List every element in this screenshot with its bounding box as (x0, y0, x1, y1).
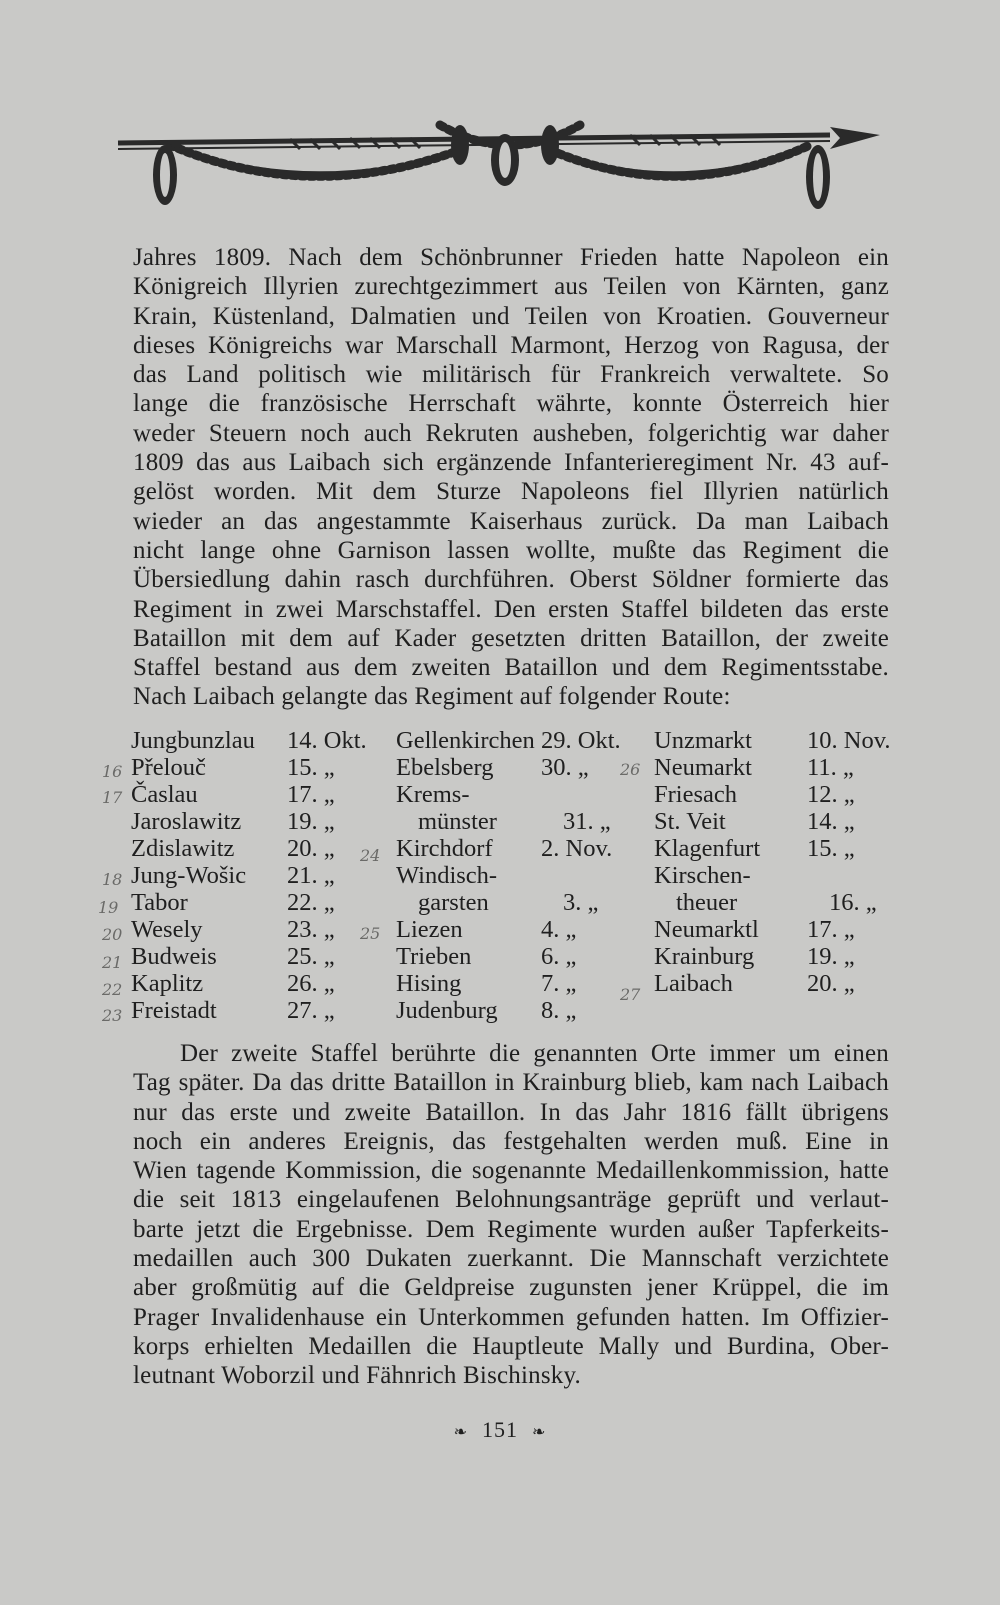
text-line: Nach Laibach gelangte das Regiment auf folgender Route: (133, 683, 731, 711)
text-line: aber großmütig auf die Geldpreise zugunsten jener Krüppel, die im (133, 1274, 889, 1302)
route-place: Gellenkirchen (396, 727, 535, 754)
text-line: Königreich Illyrien zurechtgezimmert aus Teilen von Kärnten, ganz (133, 273, 889, 301)
route-place: Přelouč (131, 754, 206, 781)
route-row (131, 727, 387, 754)
route-row (654, 808, 929, 835)
text-line: Übersiedlung dahin rasch durchführen. Oberst Söldner formierte das (133, 566, 889, 594)
text-line: weder Steuern noch auch Rekruten ausheben, folgerichtig war daher (133, 419, 889, 447)
route-place: Krainburg (654, 943, 755, 970)
fleuron-icon: ❧ (532, 1423, 547, 1441)
route-place: Kaplitz (131, 970, 204, 997)
route-place: theuer (676, 889, 738, 916)
text-line: barte jetzt die Ergebnisse. Dem Regimente wurden außer Tapferkeits- (133, 1215, 889, 1243)
route-date: 26. „ (287, 970, 335, 997)
route-place: Kirschen- (654, 862, 751, 889)
route-place: Budweis (131, 943, 217, 970)
route-place: Jaroslawitz (131, 808, 242, 835)
text-line: 1809 das aus Laibach sich ergänzende Infanterieregiment Nr. 43 auf- (133, 449, 889, 477)
text-line: die seit 1813 eingelaufenen Belohnungsanträge geprüft und verlaut- (133, 1186, 889, 1214)
margin-note: 21 (102, 953, 123, 972)
route-date: 17. „ (287, 781, 335, 808)
text-line: gelöst worden. Mit dem Sturze Napoleons fiel Illyrien natürlich (133, 478, 889, 506)
route-place: Laibach (654, 970, 733, 997)
route-row (131, 916, 387, 943)
text-line: Bataillon mit dem auf Kader gesetzten dritten Bataillon, der zweite (133, 624, 889, 652)
route-row (654, 754, 929, 781)
garland-lance-ornament (110, 105, 900, 225)
route-row (131, 943, 387, 970)
text-line: Der zweite Staffel berührte die genannten Orte immer um einen (180, 1040, 889, 1067)
text-line: nicht lange ohne Garnison lassen wollte, mußte das Regiment die (133, 536, 889, 564)
route-place: Hising (396, 970, 462, 997)
text-line: noch ein anderes Ereignis, das festgehalten werden muß. Eine in (133, 1127, 889, 1155)
route-place: Neumarkt (654, 754, 752, 781)
text-line: leutnant Woborzil und Fähnrich Bischinsky. (133, 1362, 581, 1390)
route-row (131, 754, 387, 781)
route-place: St. Veit (654, 808, 726, 835)
route-row (131, 835, 387, 862)
route-row (654, 862, 929, 889)
route-place: Freistadt (131, 997, 217, 1024)
text-line: korps erhielten Medaillen die Hauptleute Mally und Burdina, Ober- (133, 1332, 889, 1360)
margin-note: 17 (102, 788, 123, 807)
route-place: Krems- (396, 781, 470, 808)
route-row (131, 808, 387, 835)
route-place: Wesely (131, 916, 203, 943)
route-date (541, 862, 649, 889)
route-date: 22. „ (287, 889, 335, 916)
route-place: Jungbunzlau (131, 727, 255, 754)
route-date: 20. „ (807, 970, 855, 997)
route-row (654, 970, 929, 997)
route-place: Neumarktl (654, 916, 759, 943)
route-date: 30. „ (541, 754, 589, 781)
margin-note: 26 (620, 760, 641, 779)
route-date (541, 781, 649, 808)
route-place: Tabor (131, 889, 188, 916)
text-line: nur das erste und zweite Bataillon. In das Jahr 1816 fällt übrigens (133, 1098, 889, 1126)
route-place: Trieben (396, 943, 472, 970)
route-place: Liezen (396, 916, 463, 943)
route-row (131, 970, 387, 997)
route-date: 7. „ (541, 970, 577, 997)
route-date: 17. „ (807, 916, 855, 943)
text-line: medaillen auch 300 Dukaten zuerkannt. Die Mannschaft verzichtete (133, 1245, 889, 1273)
route-date: 10. Nov. (807, 727, 891, 754)
route-date: 6. „ (541, 943, 577, 970)
route-date: 15. „ (807, 835, 855, 862)
route-row (396, 727, 671, 754)
margin-note: 25 (360, 924, 381, 943)
route-row (396, 943, 671, 970)
route-column-1 (131, 727, 387, 1024)
route-row (131, 862, 387, 889)
margin-note: 19 (98, 898, 119, 917)
margin-note: 24 (360, 846, 381, 865)
route-date: 25. „ (287, 943, 335, 970)
route-place: münster (418, 808, 497, 835)
route-column-3 (654, 727, 929, 997)
text-line: lange die französische Herrschaft währte, konnte Österreich hier (133, 390, 889, 418)
route-row (131, 781, 387, 808)
fleuron-icon: ❧ (453, 1423, 468, 1441)
route-place: Zdislawitz (131, 835, 235, 862)
text-line: Tag später. Da das dritte Bataillon in Krainburg blieb, kam nach Laibach (133, 1069, 889, 1097)
margin-note: 22 (102, 980, 123, 999)
page-number (0, 1417, 1000, 1443)
route-place: Časlau (131, 781, 198, 808)
route-date: 11. „ (807, 754, 854, 781)
margin-note: 23 (102, 1006, 123, 1025)
route-date: 15. „ (287, 754, 335, 781)
route-date: 27. „ (287, 997, 335, 1024)
route-date: 12. „ (807, 781, 855, 808)
route-place: Jung-Wošic (131, 862, 247, 889)
route-date: 23. „ (287, 916, 335, 943)
text-line: dieses Königreichs war Marschall Marmont, Herzog von Ragusa, der (133, 331, 889, 359)
route-row (396, 781, 671, 808)
text-line: Regiment in zwei Marschstaffel. Den ersten Staffel bildeten das erste (133, 595, 889, 623)
text-line: Krain, Küstenland, Dalmatien und Teilen von Kroatien. Gouverneur (133, 302, 889, 330)
route-row (654, 727, 929, 754)
text-line: Wien tagende Kommission, die sogenannte Medaillenkommission, hatte (133, 1157, 889, 1185)
route-date: 8. „ (541, 997, 577, 1024)
route-row (131, 889, 387, 916)
route-date: 14. „ (807, 808, 855, 835)
text-line: Staffel bestand aus dem zweiten Bataillon und dem Regimentsstabe. (133, 654, 889, 682)
route-row (131, 997, 387, 1024)
route-date: 29. Okt. (541, 727, 621, 754)
text-line: das Land politisch wie militärisch für Frankreich verwaltete. So (133, 361, 889, 389)
route-date (807, 862, 907, 889)
route-place: Windisch- (396, 862, 498, 889)
route-date: 19. „ (807, 943, 855, 970)
route-date: 3. „ (563, 889, 599, 916)
margin-note: 20 (102, 925, 123, 944)
margin-note: 16 (102, 762, 123, 781)
route-date: 19. „ (287, 808, 335, 835)
route-place: garsten (418, 889, 489, 916)
margin-note: 18 (102, 870, 123, 889)
route-place: Kirchdorf (396, 835, 493, 862)
route-row (654, 835, 929, 862)
route-date: 31. „ (563, 808, 611, 835)
text-line: Jahres 1809. Nach dem Schönbrunner Frieden hatte Napoleon ein (133, 244, 889, 271)
text-line: wieder an das angestammte Kaiserhaus zurück. Da man Laibach (133, 507, 889, 535)
route-row (654, 943, 929, 970)
route-row (396, 916, 671, 943)
route-row (396, 835, 671, 862)
route-date: 16. „ (829, 889, 877, 916)
route-date: 14. Okt. (287, 727, 367, 754)
route-place: Friesach (654, 781, 737, 808)
route-place: Klagenfurt (654, 835, 761, 862)
route-row (654, 916, 929, 943)
paragraph-1 (133, 243, 889, 712)
route-place: Judenburg (396, 997, 498, 1024)
route-row (396, 808, 671, 835)
route-row (654, 781, 929, 808)
page-number-text: 151 (482, 1417, 518, 1442)
route-date: 4. „ (541, 916, 577, 943)
route-row (396, 862, 671, 889)
route-row (654, 889, 929, 916)
route-place: Ebelsberg (396, 754, 494, 781)
route-place: Unzmarkt (654, 727, 752, 754)
paragraph-2 (133, 1039, 889, 1391)
text-line: Prager Invalidenhause ein Unterkommen gefunden hatten. Im Offizier- (133, 1303, 889, 1331)
route-date: 20. „ (287, 835, 335, 862)
route-row (396, 889, 671, 916)
route-date: 21. „ (287, 862, 335, 889)
route-date: 2. Nov. (541, 835, 613, 862)
margin-note: 27 (620, 985, 641, 1004)
